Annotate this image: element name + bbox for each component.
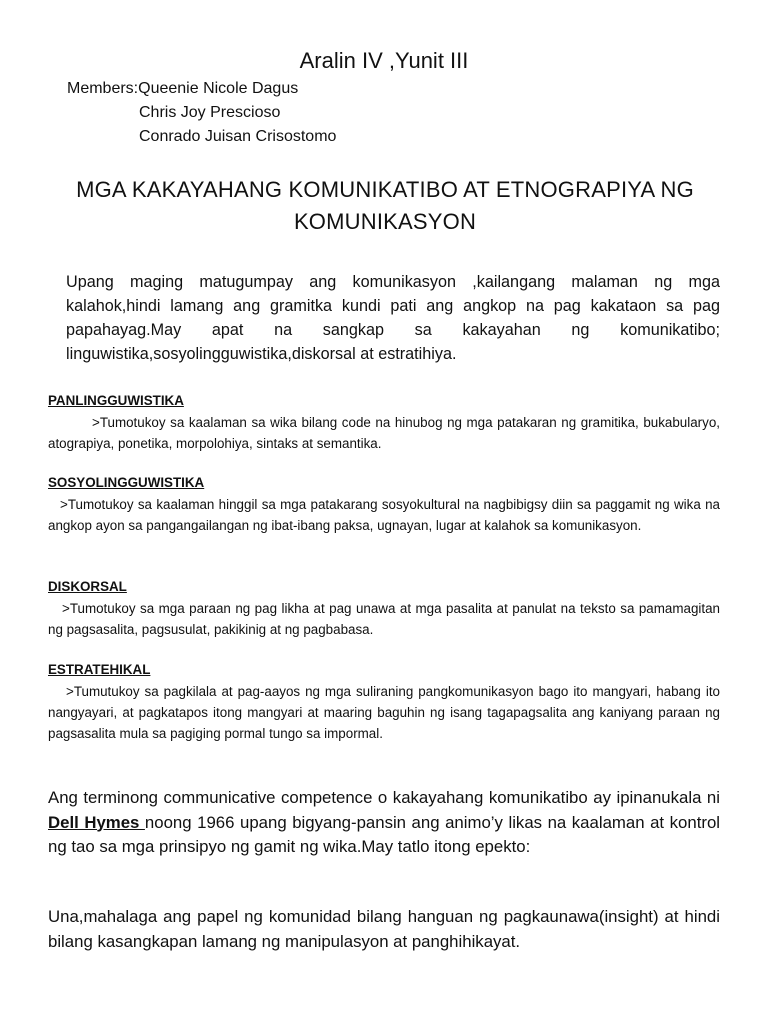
author-name: Dell Hymes: [48, 812, 145, 832]
section-estratehikal: [48, 659, 720, 744]
member-line: Members:Queenie Nicole Dagus: [67, 80, 299, 97]
section-body: >Tumutukoy sa pagkilala at pag-aayos ng mga suliraning pangkomunikasyon bago ito mangyari, habang ito nangyayari, at pagkatapos itong mangyari at maaring baguhin ng isang tagapagsalita ang kaniyang paraan ng pagsasalita mula sa pagiging pormal tungo sa impormal.: [48, 684, 720, 741]
document-title: Aralin IV ,Yunit III: [299, 48, 469, 73]
communicative-competence-paragraph: [48, 786, 720, 860]
section-heading: DISKORSAL: [48, 579, 127, 594]
section-heading: ESTRATEHIKAL: [48, 662, 151, 677]
section-heading: PANLINGGUWISTIKA: [48, 393, 184, 408]
intro-text: Upang maging matugumpay ang komunikasyon ,kailangang malaman ng mga kalahok,hindi lamang ang gramitka kundi pati ang angkop na pag kakataon sa pag papahayag.May apat na sangkap sa kakayahan ng komunikatibo; linguwistika,sosyolingguwistika,diskorsal at estratihiya.: [66, 273, 720, 363]
section-heading: SOSYOLINGGUWISTIKA: [48, 475, 205, 490]
main-heading: MGA KAKAYAHANG KOMUNIKATIBO AT ETNOGRAPIYA NG KOMUNIKASYON: [76, 177, 694, 234]
section-sosyolingguwistika: [48, 472, 720, 536]
member-line: Chris Joy Prescioso: [139, 104, 281, 121]
section-diskorsal: [48, 576, 720, 640]
paragraph-text: noong 1966 upang bigyang-pansin ang animo’y likas na kaalaman at kontrol ng tao sa mga prinsipyo ng gamit ng wika.May tatlo itong epekto:: [48, 812, 721, 856]
members-list: [67, 77, 336, 149]
paragraph-text: Ang terminong communicative competence o kakayahang komunikatibo ay ipinanukala ni: [48, 788, 720, 807]
intro-paragraph: [66, 270, 720, 366]
section-panlingguwistika: [48, 390, 720, 454]
section-body: >Tumotukoy sa kaalaman sa wika bilang code na hinubog ng mga patakaran ng gramitika, bukabularyo, atograpiya, ponetika, morpolohiya, sintaks at semantika.: [48, 415, 720, 451]
section-body: >Tumotukoy sa mga paraan ng pag likha at pag unawa at mga pasalita at panulat na teksto sa pamamagitan ng pagsasalita, pagsusulat, pakikinig at ng pagbabasa.: [48, 601, 720, 637]
section-body: >Tumotukoy sa kaalaman hinggil sa mga patakarang sosyokultural na nagbibigsy diin sa paggamit ng wika na angkop ayon sa pangangailangan ng ibat-ibang paksa, ugnayan, lugar at kalahok sa komunikasyon.: [48, 497, 720, 533]
member-line: Conrado Juisan Crisostomo: [139, 128, 337, 145]
una-paragraph: Una,mahalaga ang papel ng komunidad bilang hanguan ng pagkaunawa(insight) at hindi bilang kasangkapan lamang ng manipulasyon at panghihikayat.: [48, 907, 720, 951]
